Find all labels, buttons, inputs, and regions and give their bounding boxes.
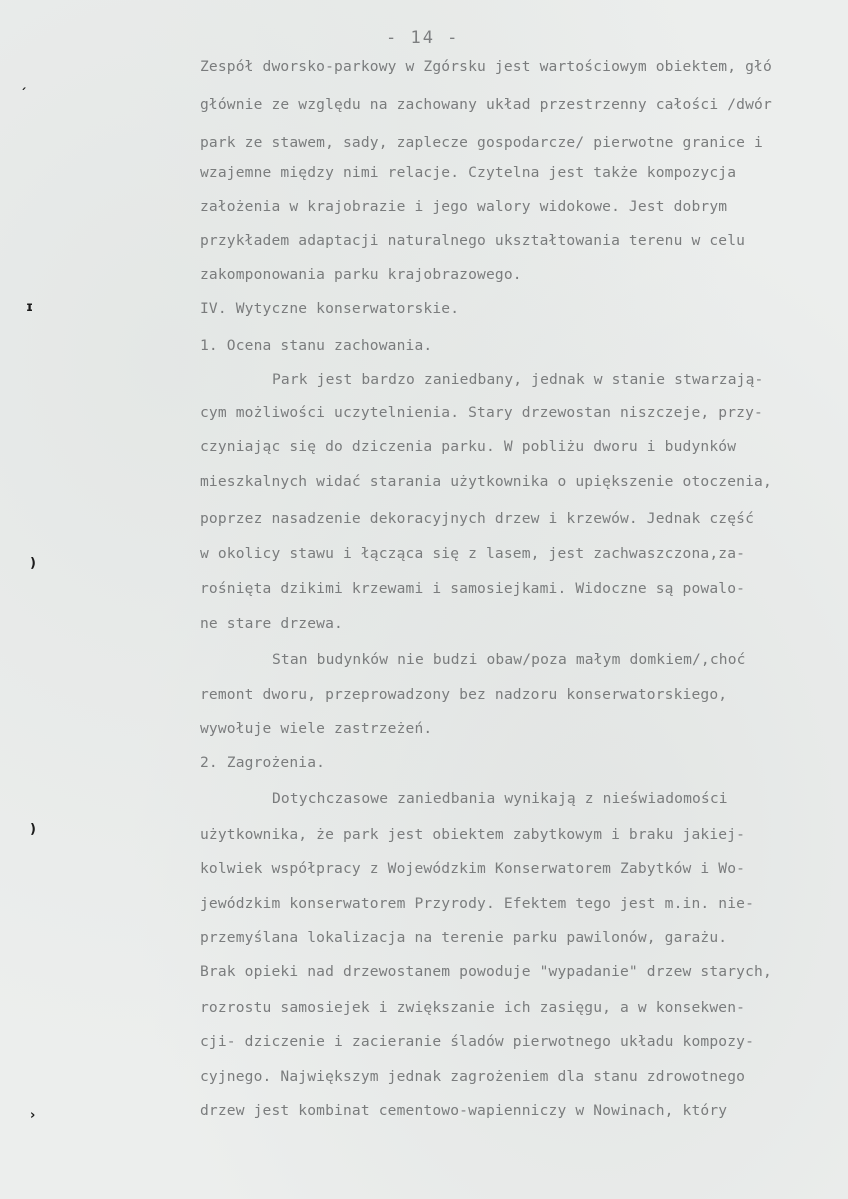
text-line: 1. Ocena stanu zachowania.: [200, 337, 433, 354]
text-line: drzew jest kombinat cementowo-wapienniczy w Nowinach, który: [200, 1102, 728, 1119]
margin-mark-icon: ˏ: [20, 76, 27, 91]
margin-mark-icon: ): [30, 556, 36, 571]
text-line: użytkownika, że park jest obiektem zabytkowym i braku jakiej-: [200, 826, 746, 843]
text-line: park ze stawem, sady, zaplecze gospodarcze/ pierwotne granice i: [200, 134, 763, 151]
text-line: głównie ze względu na zachowany układ przestrzenny całości /dwór: [200, 96, 772, 113]
text-line: czyniając się do dziczenia parku. W pobliżu dworu i budynków: [200, 438, 737, 455]
text-line: mieszkalnych widać starania użytkownika o upiększenie otoczenia,: [200, 473, 772, 490]
text-line: IV. Wytyczne konserwatorskie.: [200, 300, 460, 317]
text-line: 2. Zagrożenia.: [200, 754, 326, 771]
text-line: remont dworu, przeprowadzony bez nadzoru konserwatorskiego,: [200, 686, 728, 703]
text-line: wywołuje wiele zastrzeżeń.: [200, 720, 433, 737]
text-line: przemyślana lokalizacja na terenie parku pawilonów, garażu.: [200, 929, 728, 946]
text-line: zakomponowania parku krajobrazowego.: [200, 266, 522, 283]
text-line: założenia w krajobrazie i jego walory widokowe. Jest dobrym: [200, 198, 728, 215]
text-line: poprzez nasadzenie dekoracyjnych drzew i krzewów. Jednak część: [200, 510, 755, 527]
text-line: Zespół dworsko-parkowy w Zgórsku jest wartościowym obiektem, głó: [200, 58, 772, 75]
page-number: - 14 -: [386, 28, 460, 48]
text-line: Brak opieki nad drzewostanem powoduje "wypadanie" drzew starych,: [200, 963, 772, 980]
text-line: jewódzkim konserwatorem Przyrody. Efektem tego jest m.in. nie-: [200, 895, 755, 912]
text-line: Park jest bardzo zaniedbany, jednak w stanie stwarzają-: [272, 371, 764, 388]
text-line: kolwiek współpracy z Wojewódzkim Konserwatorem Zabytków i Wo-: [200, 860, 746, 877]
text-line: rozrostu samosiejek i zwiększanie ich zasięgu, a w konsekwen-: [200, 999, 746, 1016]
text-line: Stan budynków nie budzi obaw/poza małym domkiem/,choć: [272, 651, 746, 668]
text-line: przykładem adaptacji naturalnego ukształtowania terenu w celu: [200, 232, 746, 249]
text-line: Dotychczasowe zaniedbania wynikają z nieświadomości: [272, 790, 728, 807]
text-line: wzajemne między nimi relacje. Czytelna jest także kompozycja: [200, 164, 737, 181]
text-line: w okolicy stawu i łącząca się z lasem, jest zachwaszczona,za-: [200, 545, 746, 562]
text-line: ne stare drzewa.: [200, 615, 343, 632]
text-line: cym możliwości uczytelnienia. Stary drzewostan niszczeje, przy-: [200, 404, 763, 421]
margin-mark-icon: ɪ: [26, 300, 34, 315]
text-line: cyjnego. Największym jednak zagrożeniem dla stanu zdrowotnego: [200, 1068, 746, 1085]
text-line: rośnięta dzikimi krzewami i samosiejkami. Widoczne są powalo-: [200, 580, 746, 597]
margin-mark-icon: ): [30, 822, 36, 837]
text-line: cji- dziczenie i zacieranie śladów pierwotnego układu kompozy-: [200, 1033, 755, 1050]
margin-mark-icon: ›: [30, 1108, 36, 1123]
